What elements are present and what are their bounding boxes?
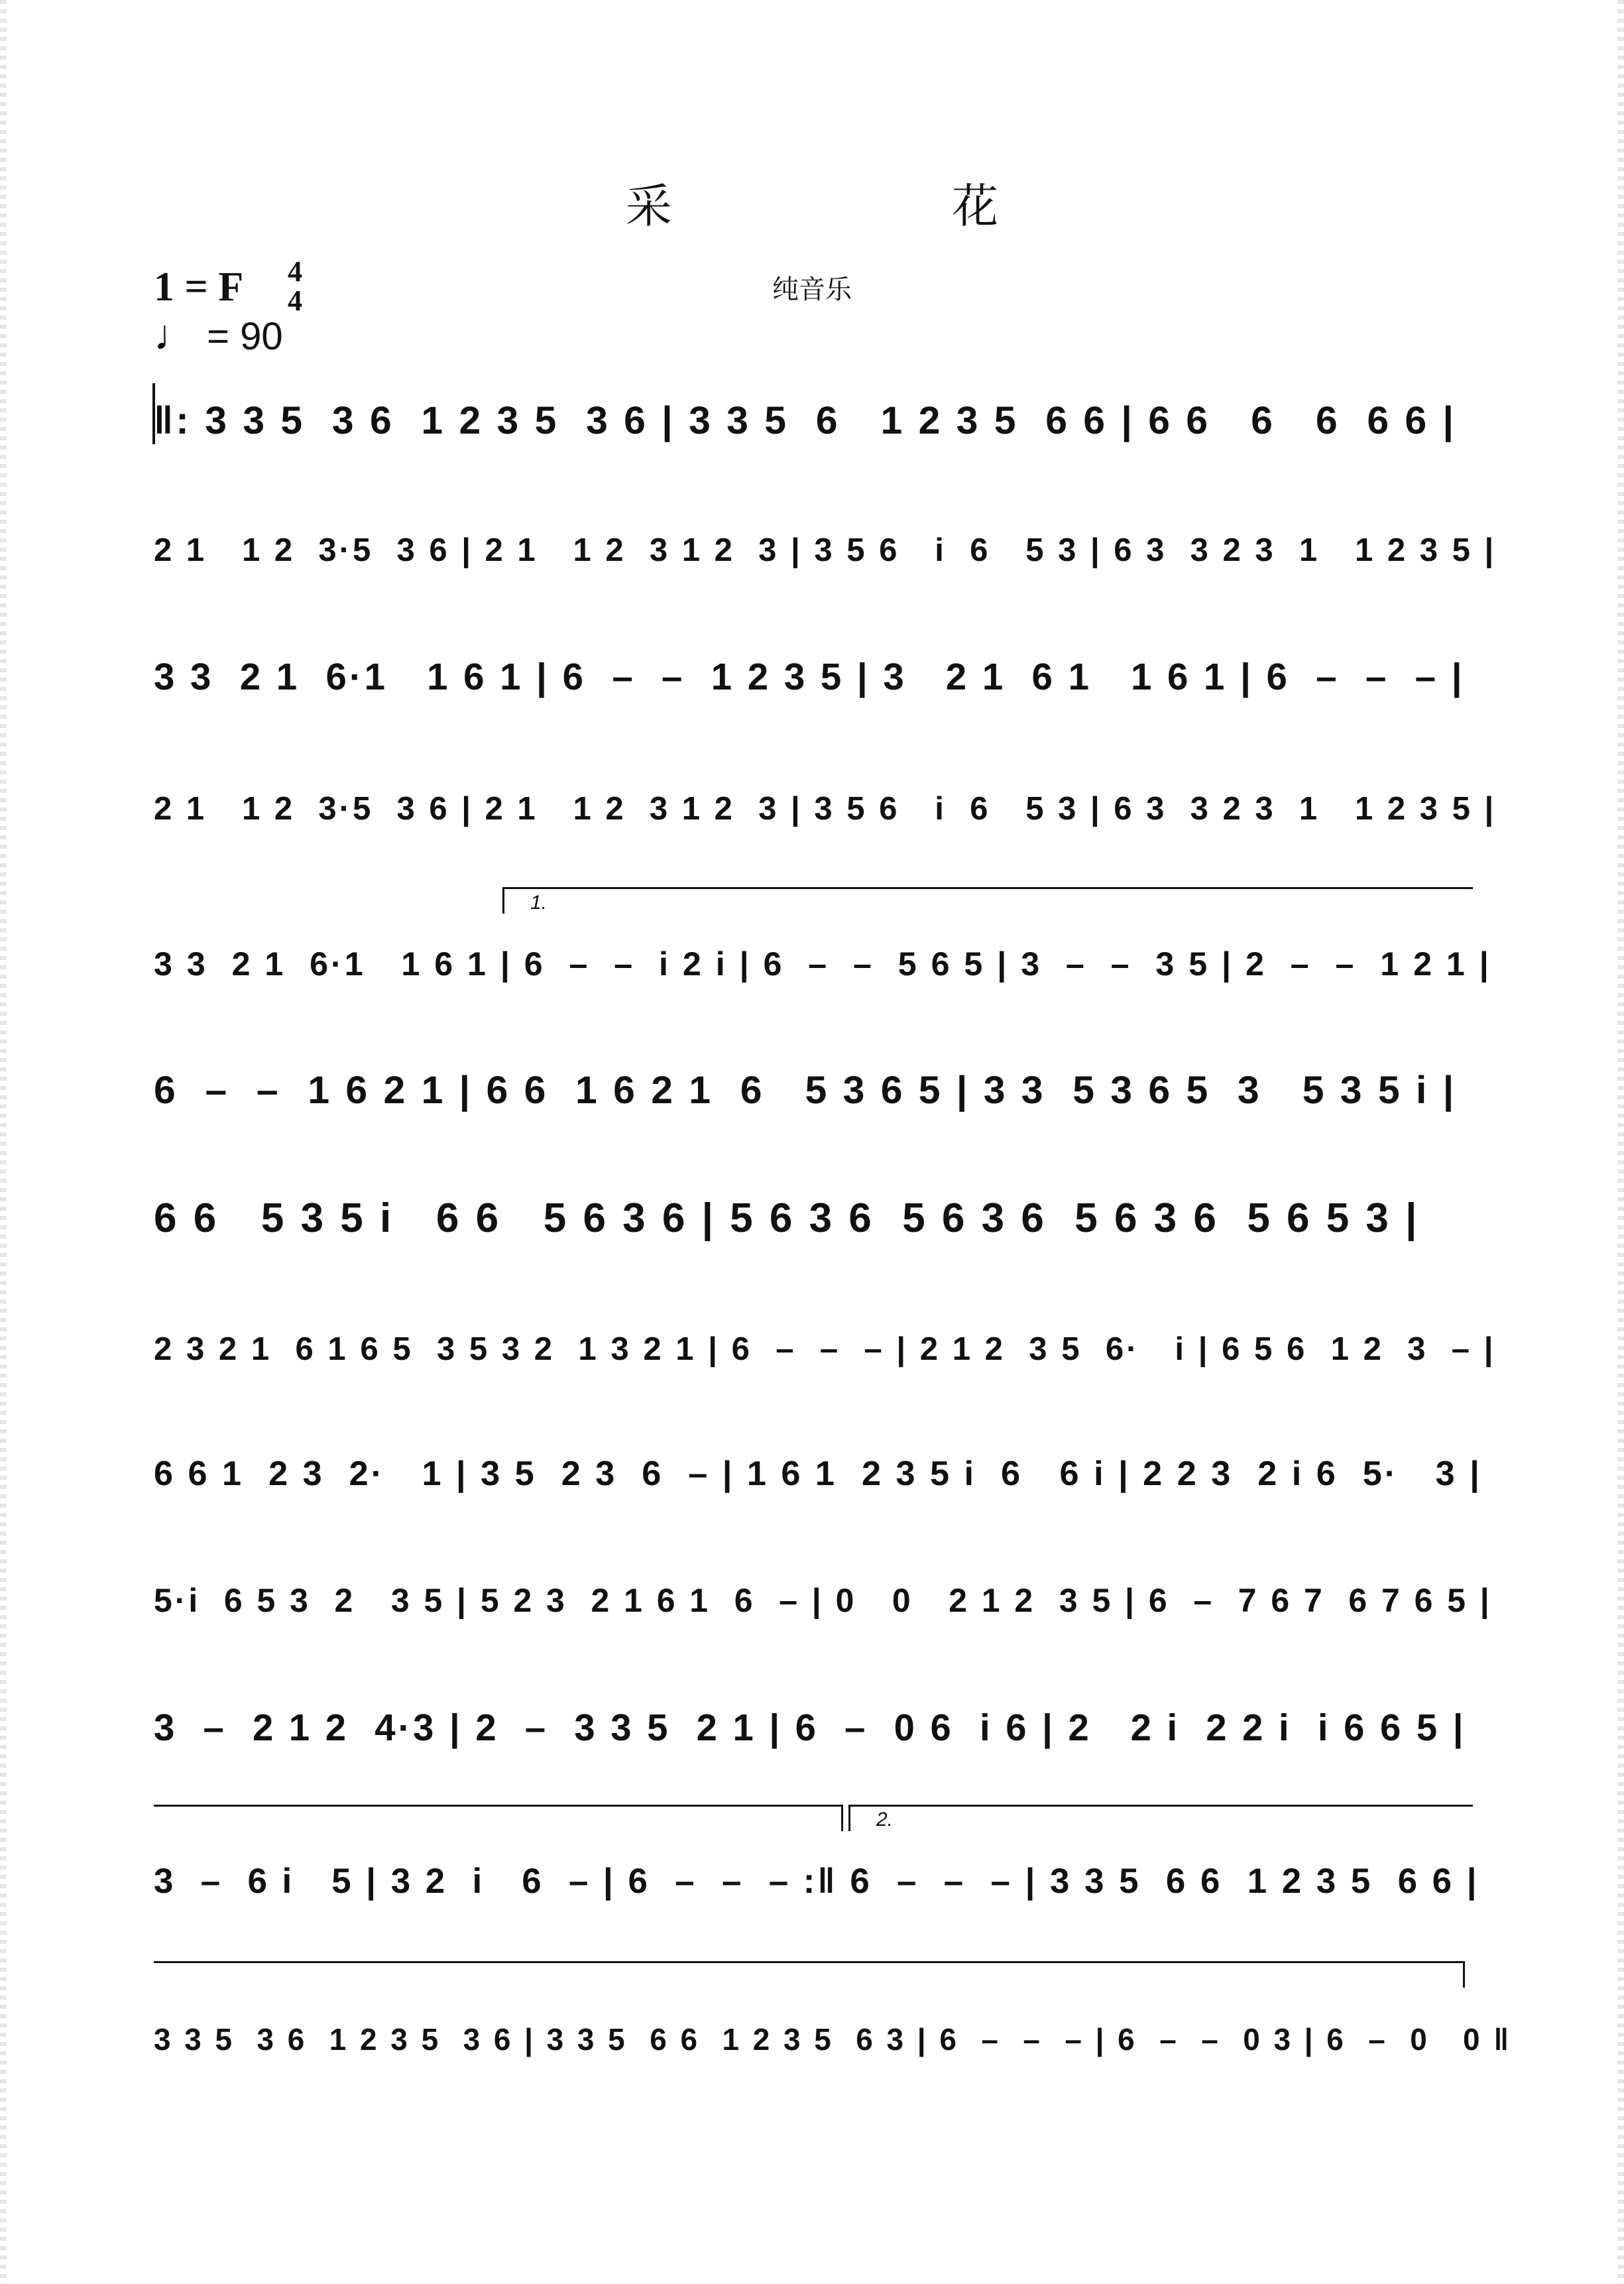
volta-tick (502, 887, 504, 914)
score-line-2 (154, 504, 1497, 577)
score-line-5 (154, 918, 1491, 991)
volta-bracket-1 (502, 887, 1473, 889)
score-line-1 (154, 378, 1473, 451)
time-signature-bottom: 4 (288, 284, 302, 317)
volta-tick (841, 1805, 843, 1831)
notation-text: 2 3 2 1 6 1 6 5 3 5 3 2 1 3 2 1 | 6 – – – | 2 1 2 3 5 6· i | 6 5 6 1 2 3 – | (154, 1331, 1496, 1367)
score-line-6 (154, 1048, 1473, 1120)
key-signature: 1 = F (154, 265, 244, 310)
notation-text: 3 3 2 1 6·1 1 6 1 | 6 – – i 2 i | 6 – – 5 6 5 | 3 – – 3 5 | 2 – – 1 2 1 | (154, 945, 1491, 983)
score-line-13 (154, 1992, 1512, 2065)
notation-text: 3 3 5 3 6 1 2 3 5 3 6 | 3 3 5 6 6 1 2 3 5 6 3 | 6 – – – | 6 – – 0 3 | 6 – 0 0 ‖ (154, 2022, 1512, 2057)
volta-tick (848, 1805, 850, 1831)
notation-text: ‖: 3 3 5 3 6 1 2 3 5 3 6 | 3 3 5 6 1 2 3 5 6 6 | 6 6 6 6 6 6 | (154, 399, 1456, 442)
notation-text: 3 3 2 1 6·1 1 6 1 | 6 – – 1 2 3 5 | 3 2 1 6 1 1 6 1 | 6 – – – | (154, 656, 1465, 697)
left-border-decoration (0, 0, 7, 2284)
tempo-marking (154, 310, 283, 359)
score-line-3 (154, 633, 1473, 706)
tempo-value: = 90 (207, 315, 283, 358)
score-line-12 (154, 1836, 1479, 1909)
notation-text: 6 – – 1 6 2 1 | 6 6 1 6 2 1 6 5 3 6 5 | 3 3 5 3 6 5 3 5 3 5 i | (154, 1069, 1457, 1112)
score-line-11 (154, 1684, 1473, 1757)
song-subtitle: 纯音乐 (772, 274, 852, 305)
score-line-4 (154, 762, 1497, 835)
quarter-note-icon: ♩ (154, 311, 196, 359)
time-signature-top: 4 (288, 255, 302, 288)
volta-bracket-2 (848, 1805, 1473, 1807)
notation-text: 3 – 6 i 5 | 3 2 i 6 – | 6 – – – :‖ 6 – – – | 3 3 5 6 6 1 2 3 5 6 6 | (154, 1862, 1479, 1901)
volta-label-2: 2. (876, 1809, 894, 1831)
notation-text: 6 6 1 2 3 2· 1 | 3 5 2 3 6 – | 1 6 1 2 3 5 i 6 6 i | 2 2 3 2 i 6 5· 3 | (154, 1455, 1482, 1493)
notation-text: 6 6 5 3 5 i 6 6 5 6 3 6 | 5 6 3 6 5 6 3 6 5 6 3 6 5 6 5 3 | (154, 1195, 1420, 1241)
score-line-7 (154, 1177, 1473, 1250)
score-line-9 (154, 1429, 1482, 1502)
song-title: 采 花 (625, 179, 1131, 233)
volta-tick (1463, 1961, 1465, 1988)
volta-label-1: 1. (530, 892, 548, 914)
time-signature (278, 257, 312, 316)
score-line-8 (154, 1303, 1496, 1376)
volta-bracket-2-continued (154, 1961, 1465, 1963)
notation-text: 2 1 1 2 3·5 3 6 | 2 1 1 2 3 1 2 3 | 3 5 6 i 6 5 3 | 6 3 3 2 3 1 1 2 3 5 | (154, 532, 1497, 568)
right-border-decoration (1617, 0, 1624, 2284)
notation-text: 3 – 2 1 2 4·3 | 2 – 3 3 5 2 1 | 6 – 0 6 i 6 | 2 2 i 2 2 i i 6 6 5 | (154, 1707, 1466, 1748)
volta-bracket-1-continued (154, 1805, 843, 1807)
notation-text: 5·i 6 5 3 2 3 5 | 5 2 3 2 1 6 1 6 – | 0 0 2 1 2 3 5 | 6 – 7 6 7 6 7 6 5 | (154, 1582, 1492, 1619)
score-line-10 (154, 1555, 1492, 1628)
notation-text: 2 1 1 2 3·5 3 6 | 2 1 1 2 3 1 2 3 | 3 5 6 i 6 5 3 | 6 3 3 2 3 1 1 2 3 5 | (154, 791, 1497, 827)
